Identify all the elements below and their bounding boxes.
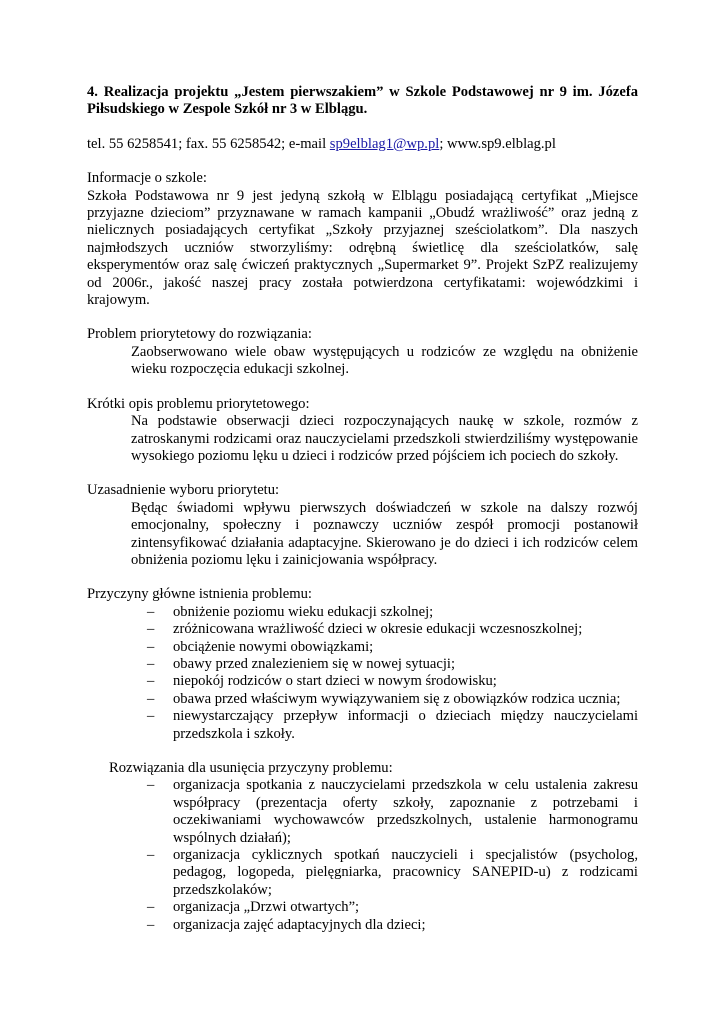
school-info-section [87,170,638,309]
justification-heading: Uzasadnienie wyboru priorytetu: [87,482,280,499]
list-item-text: organizacja „Drzwi otwartych”; [173,899,360,916]
dash-bullet: – [147,621,155,638]
priority-problem-section [87,326,638,378]
dash-bullet: – [147,638,155,655]
causes-section [87,586,638,743]
school-info-text: Szkoła Podstawowa nr 9 jest jedyną szkołą w Elblągu posiadającą certyfikat „Miejsce przyjazne dzieciom” przyznawane w ramach kampanii „Obudź wrażliwość” oraz jedną z nielicznych posiadających certyfikat „Szkoły przyjaznej sześciolatkom”. Dla naszych najmłodszych uczniów stworzyliśmy: odrębną świetlicę dla sześciolatków, salę eksperymentów oraz salę ćwiczeń praktycznych „Supermarket 9”. Projekt SzPZ realizujemy od 2006r., jakość naszej pracy została potwierdzona certyfikatami: wojewódzkimi i krajowym. [87,187,638,309]
dash-bullet: – [147,708,155,725]
problem-description-section [87,396,638,466]
list-item [147,639,638,656]
document-content [87,84,638,934]
dash-bullet: – [147,899,155,916]
list-item [147,917,638,934]
list-item [147,673,638,690]
list-item [147,604,638,621]
list-item-text: niepokój rodziców o start dzieci w nowym środowisku; [173,673,497,690]
list-item [147,656,638,673]
email-link[interactable]: sp9elblag1@wp.pl [329,135,440,152]
section-title: 4. Realizacja projektu „Jestem pierwszakiem” w Szkole Podstawowej nr 9 im. Józefa Piłsudskiego w Zespole Szkół nr 3 w Elblągu. [87,84,638,118]
contact-phone-fax: tel. 55 6258541; fax. 55 6258542; e-mail [87,135,330,152]
list-item-text: zróżnicowana wrażliwość dzieci w okresie edukacji wczesnoszkolnej; [173,621,583,638]
list-item [147,847,638,899]
problem-description-heading: Krótki opis problemu priorytetowego: [87,395,310,412]
school-info-heading: Informacje o szkole: [87,170,207,187]
dash-bullet: – [147,673,155,690]
dash-bullet: – [147,777,155,794]
list-item-text: obciążenie nowymi obowiązkami; [173,638,374,655]
list-item [147,691,638,708]
list-item [147,708,638,743]
list-item-text: niewystarczający przepływ informacji o dzieciach między nauczycielami przedszkola i szkoły. [173,708,638,742]
list-item-text: organizacja zajęć adaptacyjnych dla dzieci; [173,916,426,933]
justification-section [87,482,638,569]
contact-line [87,136,638,153]
dash-bullet: – [147,916,155,933]
list-item-text: obniżenie poziomu wieku edukacji szkolnej; [173,603,434,620]
list-item-text: organizacja cyklicznych spotkań nauczycieli i specjalistów (psycholog, pedagog, logopeda, pielęgniarka, pracownicy SANEPID-u) z rodzicami przedszkolaków; [173,847,638,898]
contact-website: ; www.sp9.elblag.pl [439,135,556,152]
solutions-heading: Rozwiązania dla usunięcia przyczyny problemu: [109,760,393,776]
solutions-section [87,760,638,934]
problem-description-text: Na podstawie obserwacji dzieci rozpoczynających naukę w szkole, rozmów z zatroskanymi rodzicami oraz nauczycielami przedszkoli stwierdziliśmy występowanie wysokiego poziomu lęku u dzieci i rodziców przed pójściem ich pociech do szkoły. [131,413,638,464]
list-item-text: obawy przed znalezieniem się w nowej sytuacji; [173,655,456,672]
priority-problem-text: Zaobserwowano wiele obaw występujących u rodziców ze względu na obniżenie wieku rozpoczęcia edukacji szkolnej. [131,343,638,378]
solutions-list [87,777,638,934]
causes-heading: Przyczyny główne istnienia problemu: [87,586,312,603]
justification-text: Będąc świadomi wpływu pierwszych doświadczeń w szkole na dalszy rozwój emocjonalny, społeczny i poznawczy uczniów zespół promocji postanowił zintensyfikować działania adaptacyjne. Skierowano je do dzieci i ich rodziców celem obniżenia poziomu lęku i zainicjowania współpracy. [131,499,638,568]
list-item [147,777,638,847]
dash-bullet: – [147,690,155,707]
list-item-text: organizacja spotkania z nauczycielami przedszkola w celu ustalenia zakresu współpracy (prezentacja oferty szkoły, zapoznanie z potrzebami i oczekiwaniami wychowawców przedszkolnych, ustalenie harmonogramu wspólnych działań); [173,777,638,846]
causes-list [87,604,638,743]
dash-bullet: – [147,847,155,864]
priority-problem-heading: Problem priorytetowy do rozwiązania: [87,326,312,343]
dash-bullet: – [147,603,155,620]
dash-bullet: – [147,655,155,672]
list-item [147,899,638,916]
list-item [147,621,638,638]
list-item-text: obawa przed właściwym wywiązywaniem się z obowiązków rodzica ucznia; [173,690,621,707]
